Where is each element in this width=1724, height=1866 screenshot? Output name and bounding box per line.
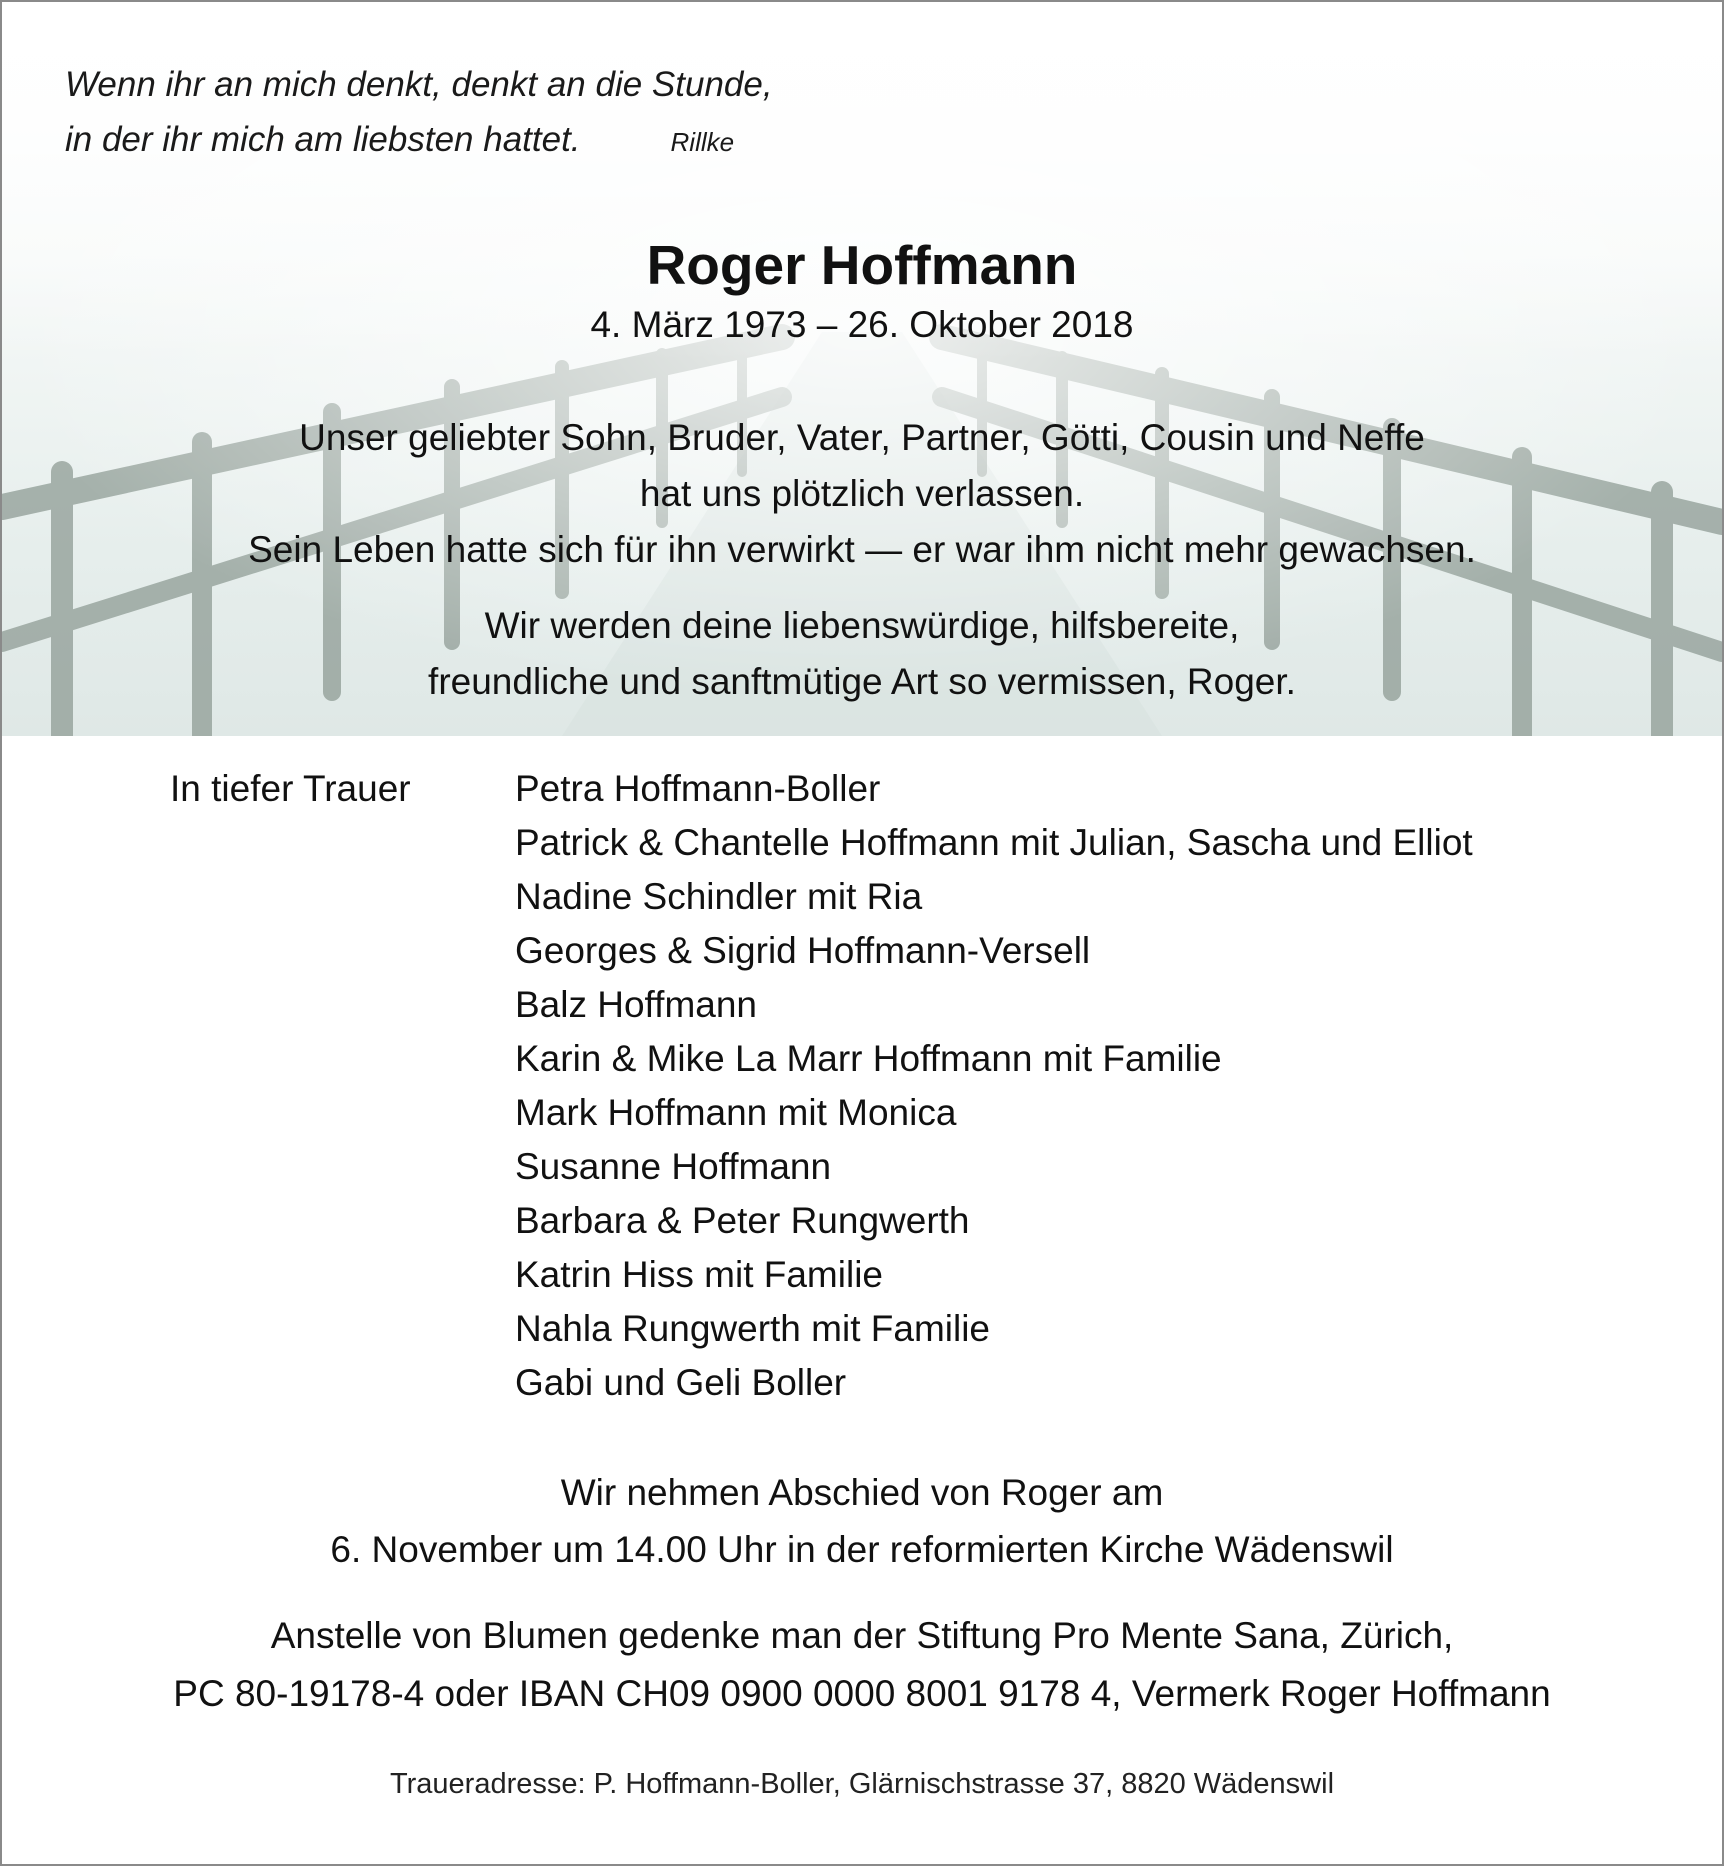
mourner-name: Katrin Hiss mit Familie	[515, 1254, 883, 1295]
donation-note	[2, 1607, 1722, 1723]
remembrance-line: freundliche und sanftmütige Art so vermissen, Roger.	[428, 661, 1296, 702]
mourner-name: Patrick & Chantelle Hoffmann mit Julian, Sascha und Elliot	[515, 822, 1473, 863]
quote-line-2-text: in der ihr mich am liebsten hattet.	[65, 120, 581, 159]
mourner-name: Karin & Mike La Marr Hoffmann mit Familie	[515, 1038, 1222, 1079]
deceased-name: Roger Hoffmann	[646, 234, 1078, 296]
mourners-list	[515, 762, 1665, 1410]
funeral-announcement	[2, 1464, 1722, 1578]
life-dates: 4. März 1973 – 26. Oktober 2018	[590, 304, 1134, 345]
quote-line-1: Wenn ihr an mich denkt, denkt an die Stunde,	[65, 65, 773, 104]
remembrance-line: Wir werden deine liebenswürdige, hilfsbereite,	[484, 605, 1240, 646]
mourner-name: Nahla Rungwerth mit Familie	[515, 1308, 991, 1349]
funeral-line: 6. November um 14.00 Uhr in der reformierten Kirche Wädenswil	[330, 1529, 1394, 1570]
intro-line: hat uns plötzlich verlassen.	[639, 473, 1085, 514]
intro-line: Sein Leben hatte sich für ihn verwirkt — er war ihm nicht mehr gewachsen.	[248, 529, 1476, 570]
mourning-label: In tiefer Trauer	[170, 768, 411, 809]
epigraph-quote	[65, 57, 773, 170]
mourner-name: Georges & Sigrid Hoffmann-Versell	[515, 930, 1091, 971]
mourner-name: Barbara & Peter Rungwerth	[515, 1200, 970, 1241]
donation-line: Anstelle von Blumen gedenke man der Stiftung Pro Mente Sana, Zürich,	[270, 1615, 1454, 1656]
mourner-name: Gabi und Geli Boller	[515, 1362, 847, 1403]
intro-line: Unser geliebter Sohn, Bruder, Vater, Partner, Götti, Cousin und Neffe	[299, 417, 1425, 458]
quote-line-2	[65, 112, 773, 170]
mourner-name: Nadine Schindler mit Ria	[515, 876, 923, 917]
donation-line: PC 80-19178-4 oder IBAN CH09 0900 0000 8001 9178 4, Vermerk Roger Hoffmann	[173, 1673, 1551, 1714]
mourner-name: Balz Hoffmann	[515, 984, 757, 1025]
intro-text	[2, 410, 1722, 578]
mourning-address: Traueradresse: P. Hoffmann-Boller, Glärnischstrasse 37, 8820 Wädenswil	[389, 1768, 1335, 1800]
mourner-name: Susanne Hoffmann	[515, 1146, 832, 1187]
mourner-name: Petra Hoffmann-Boller	[515, 768, 881, 809]
remembrance-text	[2, 598, 1722, 710]
funeral-line: Wir nehmen Abschied von Roger am	[560, 1472, 1164, 1513]
quote-author: Rillke	[670, 127, 735, 157]
mourner-name: Mark Hoffmann mit Monica	[515, 1092, 957, 1133]
